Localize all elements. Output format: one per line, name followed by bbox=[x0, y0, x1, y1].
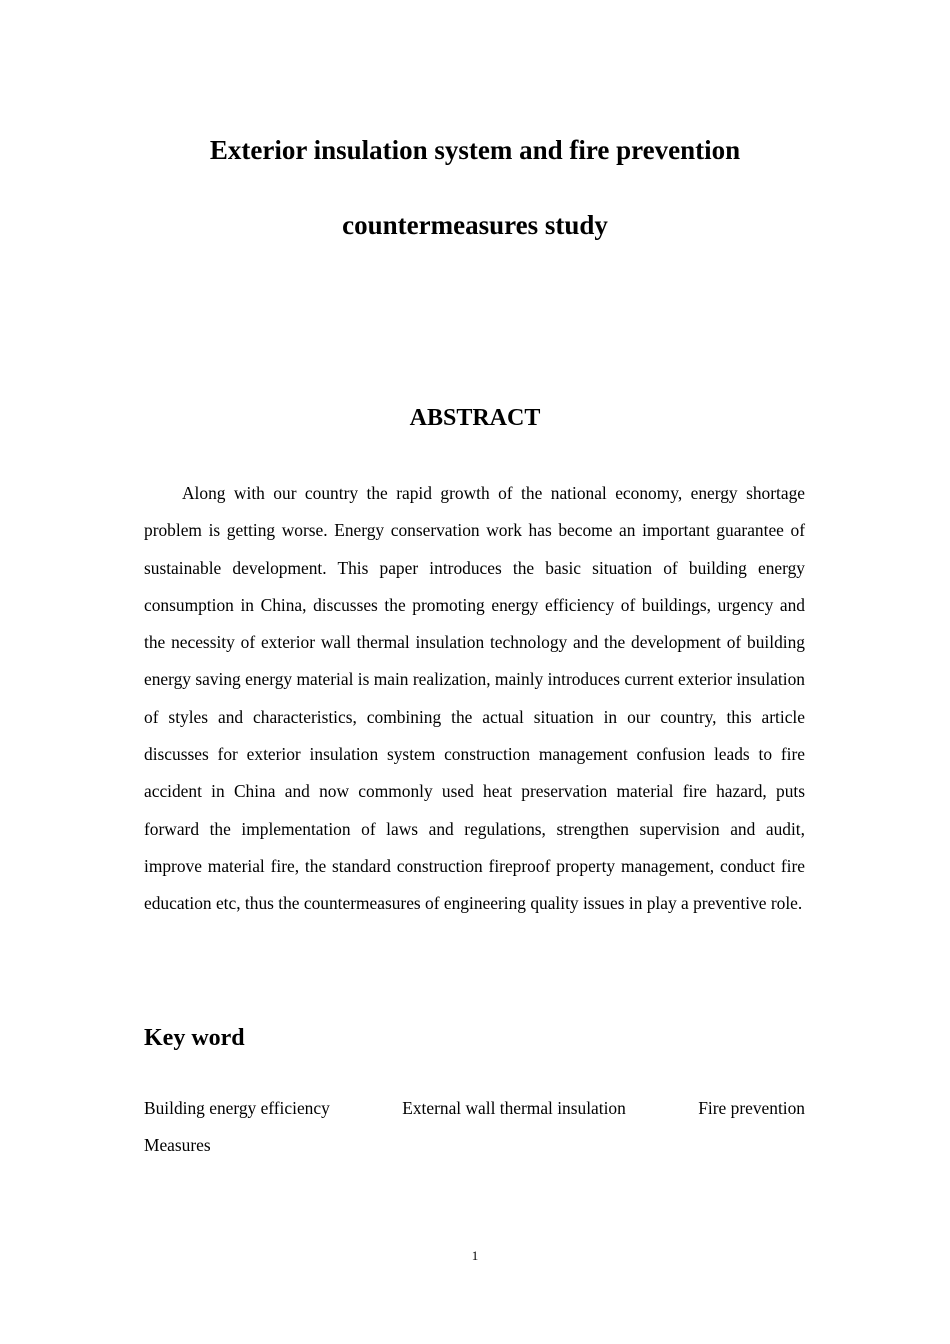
page-number: 1 bbox=[471, 1248, 479, 1263]
keyword-item: External wall thermal insulation bbox=[402, 1098, 626, 1118]
keyword-item: Building energy efficiency bbox=[144, 1098, 330, 1118]
paper-title-line-1: Exterior insulation system and fire prevention bbox=[209, 135, 741, 165]
abstract-heading: ABSTRACT bbox=[409, 405, 541, 431]
keyword-item: Fire prevention bbox=[698, 1098, 805, 1118]
keyword-row bbox=[144, 1090, 805, 1127]
keyword-heading: Key word bbox=[144, 1025, 245, 1051]
paper-title-line-2: countermeasures study bbox=[342, 210, 608, 240]
keyword-list bbox=[144, 1090, 805, 1165]
keyword-item: Measures bbox=[144, 1135, 211, 1156]
abstract-body: Along with our country the rapid growth of the national economy, energy shortage problem is getting worse. Energy conservation work has become an important guarantee of sustainable development. This paper introduces the basic situation of building energy consumption in China, discusses the promoting energy efficiency of buildings, urgency and the necessity of exterior wall thermal insulation technology and the development of building energy saving energy material is main realization, mainly introduces current exterior insulation of styles and characteristics, combining the actual situation in our country, this article discusses for exterior insulation system construction management confusion leads to fire accident in China and now commonly used heat preservation material fire hazard, puts forward the implementation of laws and regulations, strengthen supervision and audit, improve material fire, the standard construction fireproof property management, conduct fire education etc, thus the countermeasures of engineering quality issues in play a preventive role. bbox=[144, 483, 805, 914]
